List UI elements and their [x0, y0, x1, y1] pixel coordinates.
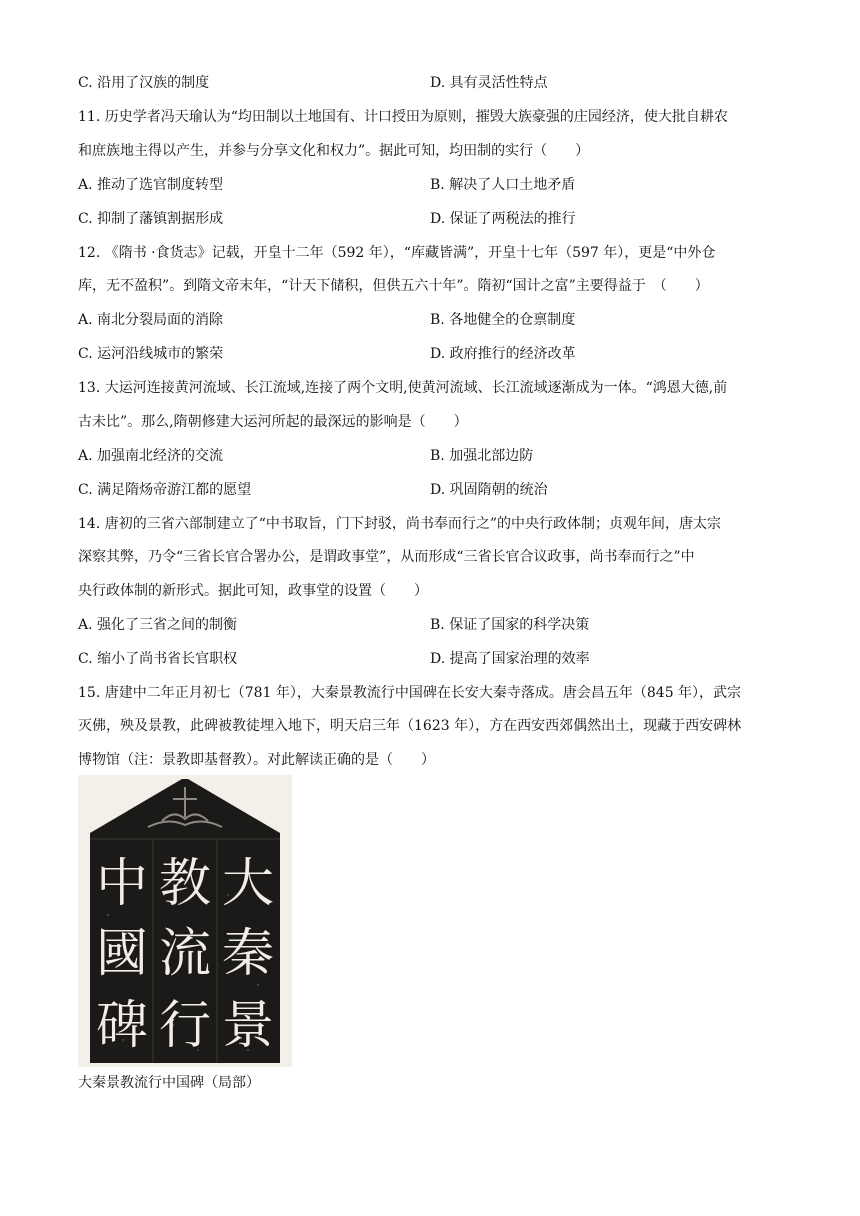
q13-option-b[interactable]: B. 加强北部边防: [430, 448, 534, 464]
stele-char: 碑: [95, 996, 149, 1056]
q13-stem-line1: 13. 大运河连接黄河流域、长江流域,连接了两个文明,使黄河流域、长江流域逐渐成为一体。“鸿恩大德,前: [78, 380, 728, 396]
q15-stem-line1: 15. 唐建中二年正月初七（781 年），大秦景教流行中国碑在长安大秦寺落成。唐会昌五年（845 年），武宗: [78, 685, 742, 701]
q14-option-c[interactable]: C. 缩小了尚书省长官职权: [78, 651, 238, 667]
q11-option-b[interactable]: B. 解决了人口土地矛盾: [430, 177, 576, 193]
q12-stem-line2: 库，无不盈积”。到隋文帝末年，“计天下储积，但供五六十年”。隋初“国计之富”主要得益于 （ ）: [78, 278, 709, 294]
q12-option-c[interactable]: C. 运河沿线城市的繁荣: [78, 346, 224, 362]
q13-option-a[interactable]: A. 加强南北经济的交流: [78, 448, 224, 464]
stele-rubbing-image: [78, 775, 292, 1067]
stele-char: 行: [158, 996, 212, 1056]
q11-stem-line1: 11. 历史学者冯天瑜认为“均田制以土地国有、计口授田为原则，摧毁大族豪强的庄园经济，使大批自耕农: [78, 109, 728, 125]
q14-option-a[interactable]: A. 强化了三省之间的制衡: [78, 617, 238, 633]
q11-option-c[interactable]: C. 抑制了藩镇割据形成: [78, 211, 224, 227]
stele-char: 秦: [221, 924, 275, 984]
stele-char: 教: [158, 854, 212, 914]
q10-option-c[interactable]: C. 沿用了汉族的制度: [78, 75, 210, 91]
stele-char: 中: [95, 854, 149, 914]
stele-char: 大: [221, 854, 275, 914]
q12-option-d[interactable]: D. 政府推行的经济改革: [430, 346, 576, 362]
stele-char: 景: [221, 996, 275, 1056]
q15-stem-line3: 博物馆（注：景教即基督教）。对此解读正确的是（ ）: [78, 752, 435, 768]
q13-option-d[interactable]: D. 巩固隋朝的统治: [430, 482, 548, 498]
q15-stem-line2: 灭佛，殃及景教，此碑被教徒埋入地下，明天启三年（1623 年），方在西安西郊偶然出土，现藏于西安碑林: [78, 718, 742, 734]
q12-stem-line1: 12. 《隋书 ·食货志》记载，开皇十二年（592 年），“库藏皆满”，开皇十七年（597 年），更是“中外仓: [78, 245, 716, 261]
q14-option-d[interactable]: D. 提高了国家治理的效率: [430, 651, 590, 667]
q11-stem-line2: 和庶族地主得以产生，并参与分享文化和权力”。据此可知，均田制的实行（ ）: [78, 143, 590, 159]
q12-option-b[interactable]: B. 各地健全的仓禀制度: [430, 312, 576, 328]
stele-char: 流: [158, 924, 212, 984]
q14-stem-line2: 深察其弊，乃令“三省长官合署办公，是谓政事堂”，从而形成“三省长官合议政事，尚书奉而行之”中: [78, 549, 695, 565]
q13-option-c[interactable]: C. 满足隋炀帝游江都的愿望: [78, 482, 252, 498]
q13-stem-line2: 古未比”。那么,隋朝修建大运河所起的最深远的影响是（ ）: [78, 414, 468, 430]
q11-option-d[interactable]: D. 保证了两税法的推行: [430, 211, 576, 227]
q14-option-b[interactable]: B. 保证了国家的科学决策: [430, 617, 590, 633]
q14-stem-line1: 14. 唐初的三省六部制建立了“中书取旨，门下封驳，尚书奉而行之”的中央行政体制；贞观年间，唐太宗: [78, 516, 722, 532]
q14-stem-line3: 央行政体制的新形式。据此可知，政事堂的设置（ ）: [78, 583, 428, 599]
image-caption: 大秦景教流行中国碑（局部）: [78, 1075, 260, 1091]
q11-option-a[interactable]: A. 推动了选官制度转型: [78, 177, 224, 193]
stele-char: 國: [95, 924, 149, 984]
q10-option-d[interactable]: D. 具有灵活性特点: [430, 75, 548, 91]
q12-option-a[interactable]: A. 南北分裂局面的消除: [78, 312, 224, 328]
